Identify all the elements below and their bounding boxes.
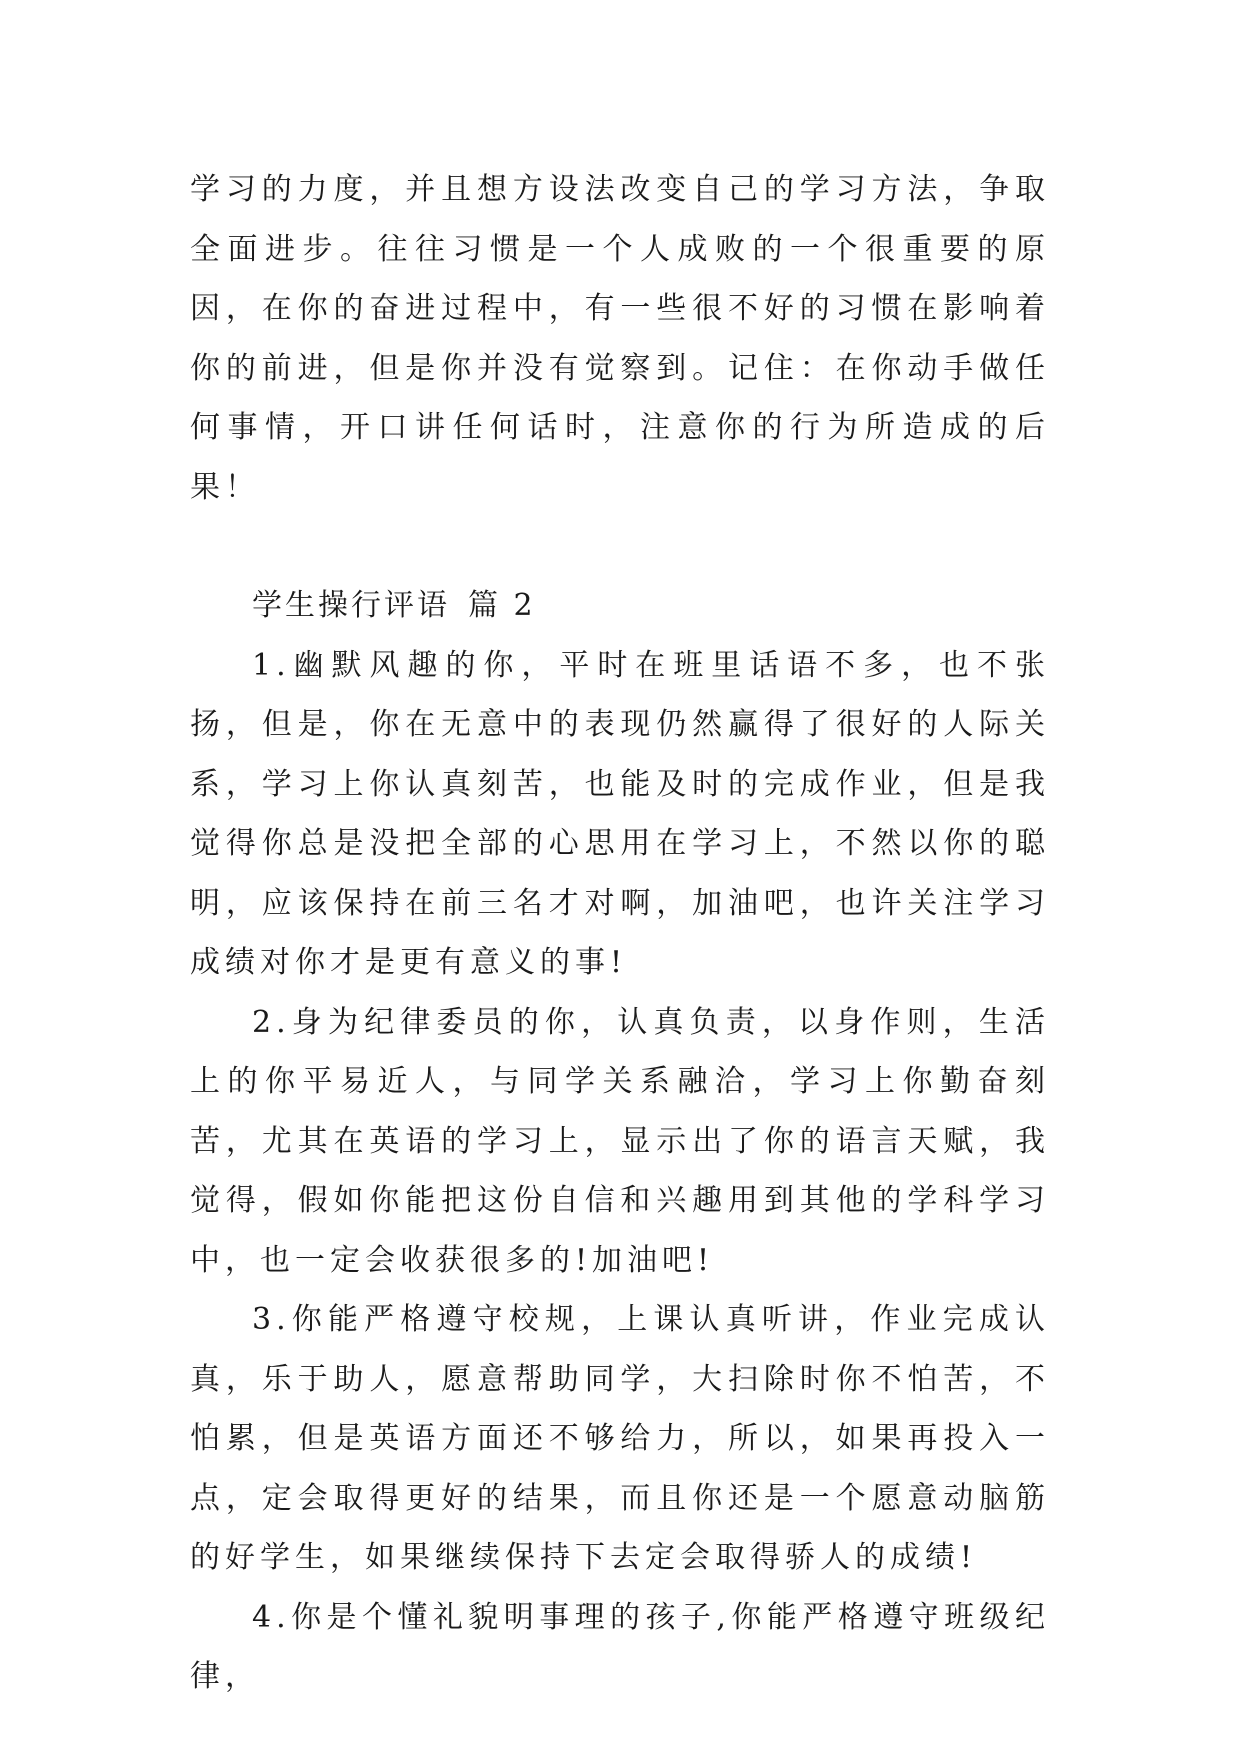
section-title: 学生操行评语 (252, 588, 450, 623)
document-body (190, 160, 1050, 1707)
comment-item-3: 3.你能严格遵守校规，上课认真听讲，作业完成认真，乐于助人，愿意帮助同学，大扫除时你不怕苦，不怕累，但是英语方面还不够给力，所以，如果再投入一点，定会取得更好的结果，而且你还是一个愿意动脑筋的好学生，如果继续保持下去定会取得骄人的成绩! (190, 1302, 1050, 1575)
intro-paragraph: 学习的力度，并且想方设法改变自己的学习方法，争取全面进步。往往习惯是一个人成败的一个很重要的原因，在你的奋进过程中，有一些很不好的习惯在影响着你的前进，但是你并没有觉察到。记住：在你动手做任何事情，开口讲任何话时，注意你的行为所造成的后果！ (190, 172, 1050, 505)
section-number: 篇 2 (468, 588, 536, 623)
section-heading (190, 576, 1050, 636)
comment-item-2: 2.身为纪律委员的你，认真负责，以身作则，生活上的你平易近人，与同学关系融洽，学习上你勤奋刻苦，尤其在英语的学习上，显示出了你的语言天赋，我觉得，假如你能把这份自信和兴趣用到其他的学科学习中，也一定会收获很多的!加油吧! (190, 1004, 1050, 1278)
comment-item-4: 4.你是个懂礼貌明事理的孩子,你能严格遵守班级纪律， (190, 1599, 1050, 1694)
comment-item-1: 1.幽默风趣的你，平时在班里话语不多，也不张扬，但是，你在无意中的表现仍然赢得了很好的人际关系，学习上你认真刻苦，也能及时的完成作业，但是我觉得你总是没把全部的心思用在学习上，不然以你的聪明，应该保持在前三名才对啊，加油吧，也许关注学习成绩对你才是更有意义的事! (190, 647, 1050, 980)
